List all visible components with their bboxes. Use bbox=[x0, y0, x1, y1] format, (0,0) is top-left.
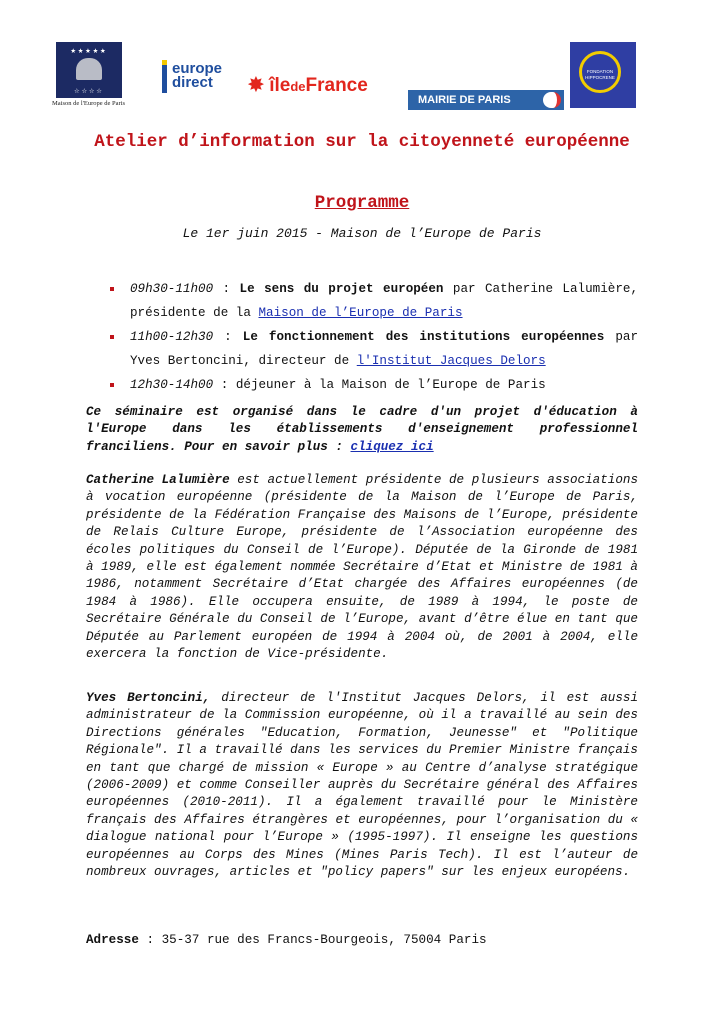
agenda-time: 12h30-14h00 bbox=[130, 378, 214, 392]
programme-heading bbox=[86, 193, 638, 213]
address bbox=[86, 932, 638, 949]
bio-text: directeur de l'Institut Jacques Delors, il est aussi administrateur de la Commission européenne, où il a travaillé au sein des Directions générales "Education, Formation, Jeunesse" et "Politique Régionale". Il a travaillé dans les services du Premier Ministre français en tant que chargé de mission « Europe » au Centre d’analyse stratégique (2006-2009) et comme Conseiller auprès du Secrétaire général des Affaires européennes (2010-2011). Il a également travaillé pour le Ministère français des Affaires étrangères et européennes, pour l’organisation du « dialogue national pour l’Europe » (1995-1997). Il enseigne les questions européennes au Corps des Mines (Mines Paris Tech). Il est l’auteur de nombreux ouvrages, articles et "policy papers" sur les enjeux européens. bbox=[86, 691, 638, 880]
address-label: Adresse bbox=[86, 933, 139, 947]
iledefrance-logo: ✸ îledeFrance bbox=[248, 75, 368, 96]
logo-text: MAIRIE DE PARIS bbox=[418, 94, 511, 106]
logo-text: HIPPOCRENE bbox=[585, 75, 615, 80]
address-value: 35-37 rue des Francs-Bourgeois, 75004 Paris bbox=[161, 933, 487, 947]
logo-text: île bbox=[269, 75, 291, 96]
bullet-icon bbox=[110, 287, 114, 291]
bio-bertoncini bbox=[86, 690, 638, 881]
bullet-icon bbox=[110, 383, 114, 387]
event-date: Le 1er juin 2015 - Maison de l’Europe de Paris bbox=[182, 226, 542, 241]
seminar-text: Ce séminaire est organisé dans le cadre d'un projet d'éducation à l'Europe dans les établissements d'enseignement professionnel franciliens. Pour en savoir plus : bbox=[86, 405, 638, 454]
bio-lalumiere bbox=[86, 472, 638, 663]
logo-text: de bbox=[290, 79, 306, 94]
agenda-text: déjeuner à la Maison de l’Europe de Paris bbox=[235, 378, 546, 392]
maison-europe-caption: Maison de l'Europe de Paris bbox=[52, 100, 126, 107]
bio-text: est actuellement présidente de plusieurs associations à vocation européenne (présidente de la Maison de l’Europe de Paris, présidente de la Fédération Française des Maisons de l’Europe, présidente de Relais Culture Europe, présidente de l’Association européenne des écoles politiques du Conseil de l’Europe). Députée de la Gironde de 1981 à 1989, elle est également nommée Secrétaire d’Etat et Ministre de 1981 à 1986, notamment Secrétaire d’Etat chargée des Affaires européennes (de 1984 à 1986). Elle occupera ensuite, de 1989 à 1994, le poste de Secrétaire Générale du Conseil de l’Europe, avant d’être élue en tant que Députée au Parlement européen de 1994 à 2004 où, de 2001 à 2004, elle exercera la fonction de Vice-présidente. bbox=[86, 473, 638, 662]
programme-text: Programme bbox=[314, 193, 410, 213]
fondation-hippocrene-logo bbox=[570, 42, 636, 108]
separator: : bbox=[213, 378, 236, 392]
page-title: Atelier d’information sur la citoyenneté européenne bbox=[94, 132, 630, 152]
agenda-text: par Yves Bertoncini, directeur de bbox=[130, 330, 638, 368]
agenda-item bbox=[110, 373, 638, 397]
agenda-item bbox=[110, 325, 638, 373]
bio-name: Catherine Lalumière bbox=[86, 473, 230, 487]
maison-europe-link[interactable]: Maison de l’Europe de Paris bbox=[258, 306, 463, 320]
cliquez-ici-link[interactable]: cliquez ici bbox=[350, 439, 434, 454]
institut-delors-link[interactable]: l'Institut Jacques Delors bbox=[356, 354, 546, 368]
agenda-time: 09h30-11h00 bbox=[130, 282, 214, 296]
bullet-icon bbox=[110, 335, 114, 339]
agenda-time: 11h00-12h30 bbox=[130, 330, 214, 344]
logo-text: France bbox=[305, 75, 368, 96]
agenda-topic: Le fonctionnement des institutions européennes bbox=[242, 330, 605, 344]
seminar-paragraph bbox=[86, 404, 638, 456]
logo-text: FONDATION bbox=[586, 69, 614, 74]
agenda-topic: Le sens du projet européen bbox=[239, 282, 444, 296]
europe-direct-logo bbox=[160, 48, 226, 108]
bio-name: Yves Bertoncini, bbox=[86, 691, 211, 705]
separator: : bbox=[213, 330, 243, 344]
separator: : bbox=[138, 933, 162, 947]
agenda-list bbox=[110, 277, 638, 397]
logo-bar bbox=[52, 42, 640, 112]
agenda-item bbox=[110, 277, 638, 325]
logo-text: europe bbox=[172, 60, 223, 77]
logo-text: direct bbox=[172, 74, 213, 91]
mairie-paris-logo bbox=[408, 90, 564, 110]
agenda-text: par Catherine Lalumière, présidente de la bbox=[130, 282, 638, 320]
separator: : bbox=[213, 282, 240, 296]
maison-europe-logo: ★★★★★ ☆☆☆☆ bbox=[56, 42, 122, 98]
